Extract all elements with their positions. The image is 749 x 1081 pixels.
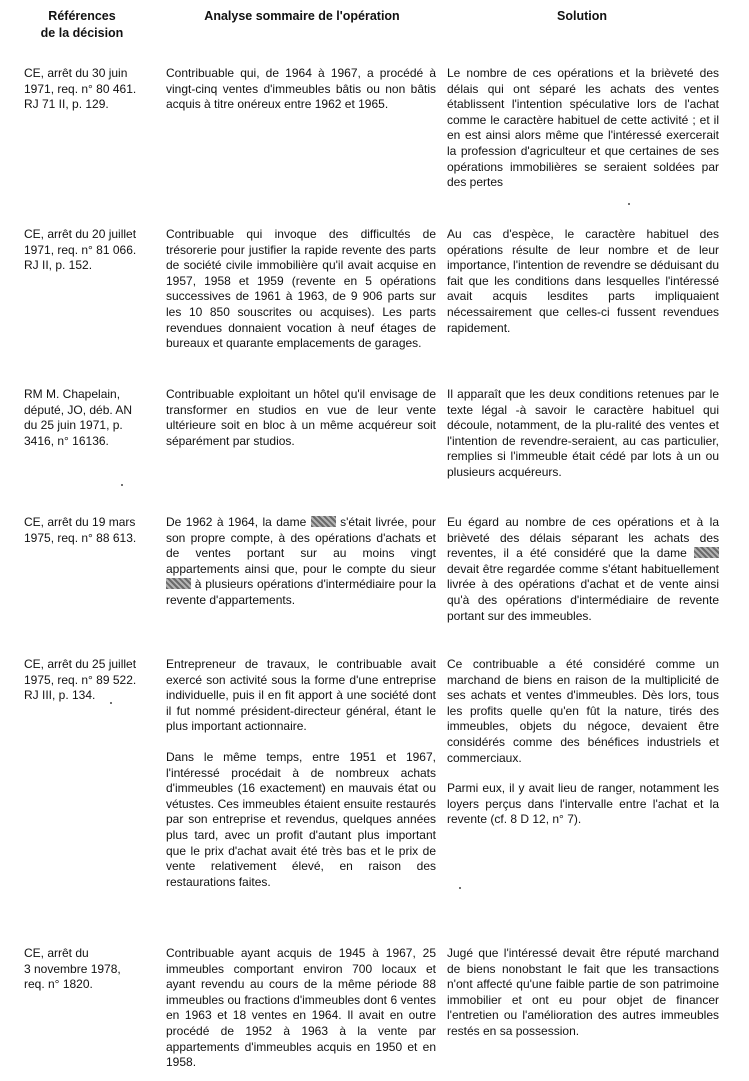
row-4-solution-text: Eu égard au nombre de ces opérations et à la brièveté des délais séparant les achats des reventes, il a été considéré que la dame devait être regardée comme s'étant habituellement livrée à des opérations d'achat et de vente ainsi qu'à des opérations d'intermédiaire de revente portant sur des immeubles. (447, 515, 719, 623)
row-4-analysis (166, 515, 436, 609)
redacted-name-block (166, 578, 191, 589)
row-2-reference: CE, arrêt du 20 juillet 1971, req. n° 81 066. RJ II, p. 152. (24, 227, 137, 273)
redacted-name-block (311, 516, 336, 527)
row-5-reference: CE, arrêt du 25 juillet 1975, req. n° 89 522. RJ III, p. 134. (24, 657, 137, 703)
row-3-analysis: Contribuable exploitant un hôtel qu'il envisage de transformer en studios en vue de leur vente ultérieure soit en bloc à un même acquéreur soit séparément par studios. (166, 387, 436, 448)
header-analysis: Analyse sommaire de l'opération (204, 9, 400, 23)
row-5-analysis: Entrepreneur de travaux, le contribuable avait exercé son activité sous la forme d'une entreprise individuelle, puis il en fit apport à une société dont il fut nommé président-directeur général, étant le plus important actionnaire. Dans le même temps, entre 1951 et 1967, l'intéressé procédait à de nombreux achats d'immeubles (16 exactement) en mauvais état ou vétustes. Ces immeubles étaient ensuite restaurés par son entreprise et revendus, quelques années plus tard, avec un profit d'autant plus important que le prix d'achat avait été très bas et le prix de vente relativement élevé, en raison des restaurations faites. (166, 657, 436, 889)
row-4-analysis-text: De 1962 à 1964, la dame s'était livrée, pour son propre compte, à des opérations d'achats et de ventes portant sur au moins vingt appartements ainsi que, pour le compte du sieur à plusieurs opérations d'intermédiaire pour la revente d'appartements. (166, 515, 436, 607)
header-solution: Solution (557, 9, 607, 23)
scan-speck (121, 484, 123, 486)
row-2-solution: Au cas d'espèce, le caractère habituel des opérations résulte de leur nombre et de leur importance, l'intention de revendre se déduisant du fait que les conditions dans lesquelles l'intéressé avait acquis lesdites parts impliquaient nécessairement que celles-ci fussent revendues rapidement. (447, 227, 719, 335)
row-6-reference: CE, arrêt du 3 novembre 1978, req. n° 1820. (24, 946, 121, 992)
row-2-analysis: Contribuable qui invoque des difficultés de trésorerie pour justifier la rapide revente des parts de société civile immobilière qu'il avait acquise en 1957, 1958 et 1959 (revente en 5 opérations successives de 1961 à 1963, de 9 906 parts sur les 10 850 souscrites ou acquises). Les parts revendues donnaient vocation à neuf étages de bureaux et quarante emplacements de garages. (166, 227, 436, 351)
row-4-solution (447, 515, 719, 624)
row-4-reference: CE, arrêt du 19 mars 1975, req. n° 88 613. (24, 515, 137, 545)
row-1-analysis: Contribuable qui, de 1964 à 1967, a procédé à vingt-cinq ventes d'immeubles bâtis ou non bâtis acquis à titre onéreux entre 1962 et 1965. (166, 66, 436, 112)
header-references: Références de la décision (40, 9, 124, 40)
scan-speck (110, 702, 112, 704)
row-3-reference: RM M. Chapelain, député, JO, déb. AN du 25 juin 1971, p. 3416, n° 16136. (24, 387, 133, 448)
row-6-solution: Jugé que l'intéressé devait être réputé marchand de biens nonobstant le fait que les transactions n'ont affecté qu'une faible partie de son patrimoine immobilier et ont eu pour objet de financer l'entretien ou l'amélioration des autres immeubles restés en sa possession. (447, 946, 719, 1038)
redacted-name-block (694, 547, 719, 558)
row-1-solution: Le nombre de ces opérations et la brièveté des délais qui ont séparé les achats des ventes établissent l'intention spéculative lors de l'achat comme le caractère habituel de cette activité ; et il en est ainsi alors même que l'intéressé exercerait la profession d'agriculteur et que certaines de ses opérations immobilières se seraient soldées par des pertes (447, 66, 719, 190)
scan-speck (459, 887, 461, 889)
row-6-analysis: Contribuable ayant acquis de 1945 à 1967, 25 immeubles comportant environ 700 locaux et ayant revendu au cours de la même période 88 immeubles ou fractions d'immeubles dont 6 ventes en 1963 et 18 ventes en 1964. Il avait en outre procédé de 1952 à 1963 à la vente par appartements d'immeubles acquis en 1950 et en 1958. (166, 946, 436, 1070)
row-1-reference: CE, arrêt du 30 juin 1971, req. n° 80 461. RJ 71 II, p. 129. (24, 66, 137, 112)
row-3-solution: Il apparaît que les deux conditions retenues par le texte légal -à savoir le caractère habituel qui découle, notamment, de la plu-ralité des ventes et l'intention de revendre-seraient, au cas particulier, remplies si l'immeuble était cédé par lots à un ou plusieurs acquéreurs. (447, 387, 719, 479)
scan-speck (628, 203, 630, 205)
row-5-solution: Ce contribuable a été considéré comme un marchand de biens en raison de la multiplicité de ses achats et ventes d'immeubles. Dès lors, tous les profits quelle qu'en fût la nature, tirés des immeubles, objets du négoce, devaient être considérés comme des bénéfices industriels et commerciaux. Parmi eux, il y avait lieu de ranger, notamment les loyers perçus dans l'intervalle entre l'achat et la revente (cf. 8 D 12, n° 7). (447, 657, 719, 827)
